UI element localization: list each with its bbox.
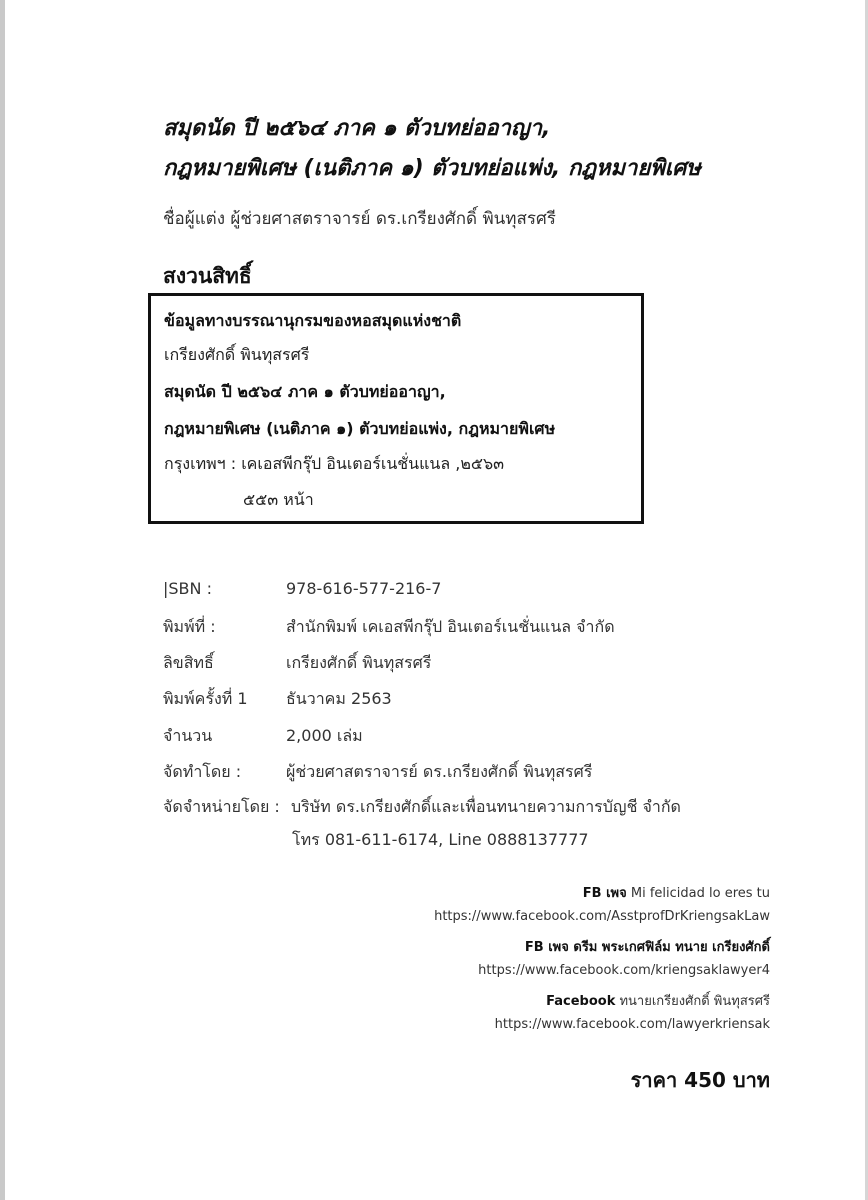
fb-page-2-url-text[interactable]: https://www.facebook.com/kriengsaklawyer4 xyxy=(478,963,770,978)
cataloging-box xyxy=(148,293,644,524)
author-line: ชื่อผู้แต่ง ผู้ช่วยศาสตราจารย์ ดร.เกรียงศักดิ์ พินทุสรศรี xyxy=(163,209,556,229)
cip-title-line-2: กฎหมายพิเศษ (เนติภาค ๑) ตัวบทย่อแพ่ง, กฎหมายพิเศษ xyxy=(164,419,556,438)
edition-label: พิมพ์ครั้งที่ 1 xyxy=(163,689,248,708)
fb-page-2-url[interactable] xyxy=(478,963,770,978)
fb-page-3-url[interactable] xyxy=(495,1017,770,1032)
fb-page-2-name: FB เพจ ดรีม พระเกศฟิล์ม ทนาย เกรียงศักดิ์ xyxy=(524,940,770,955)
fb-page-2-label xyxy=(525,936,770,957)
page-edge-left xyxy=(0,0,5,1200)
distributor-label: จัดจำหน่ายโดย : xyxy=(163,797,280,816)
cip-heading: ข้อมูลทางบรรณานุกรมของหอสมุดแห่งชาติ xyxy=(164,311,462,330)
price: ราคา 450 บาท xyxy=(630,1068,770,1092)
fb-page-1-label xyxy=(583,882,770,903)
cip-pages: ๕๕๓ หน้า xyxy=(243,490,314,509)
fb-page-1-prefix: FB เพจ xyxy=(582,886,627,901)
printer-value: สำนักพิมพ์ เคเอสพีกรุ๊ป อินเตอร์เนชั่นแนล จำกัด xyxy=(286,617,615,636)
fb-page-1-url-text[interactable]: https://www.facebook.com/AsstprofDrKriengsakLaw xyxy=(434,909,770,924)
fb-page-1-url[interactable] xyxy=(434,909,770,924)
quantity-label: จำนวน xyxy=(163,726,213,745)
fb-page-3-url-text[interactable]: https://www.facebook.com/lawyerkriensak xyxy=(494,1017,770,1032)
producer-value: ผู้ช่วยศาสตราจารย์ ดร.เกรียงศักดิ์ พินทุสรศรี xyxy=(286,762,593,781)
printer-label: พิมพ์ที่ : xyxy=(163,617,216,636)
fb-page-3-label xyxy=(546,990,770,1011)
cip-title-line-1: สมุดนัด ปี ๒๕๖๔ ภาค ๑ ตัวบทย่ออาญา, xyxy=(164,382,446,401)
fb-page-1-name: Mi felicidad lo eres tu xyxy=(626,886,770,901)
copyright-heading: สงวนสิทธิ์ xyxy=(163,264,252,288)
edition-value: ธันวาคม 2563 xyxy=(286,689,392,708)
producer-label: จัดทำโดย : xyxy=(163,762,242,781)
book-title-line-1: สมุดนัด ปี ๒๕๖๔ ภาค ๑ ตัวบทย่ออาญา, xyxy=(163,116,551,141)
distributor-value: บริษัท ดร.เกรียงศักดิ์และเพื่อนทนายความการบัญชี จำกัด xyxy=(291,797,681,816)
fb-page-3-name: ทนายเกรียงศักดิ์ พินทุสรศรี xyxy=(615,994,770,1009)
fb-page-3-prefix: Facebook xyxy=(546,994,616,1009)
copyright-label: ลิขสิทธิ์ xyxy=(163,653,214,672)
cip-publication: กรุงเทพฯ : เคเอสพีกรุ๊ป อินเตอร์เนชั่นแนล ,๒๕๖๓ xyxy=(164,454,505,473)
book-title-line-2: กฎหมายพิเศษ (เนติภาค ๑) ตัวบทย่อแพ่ง, กฎหมายพิเศษ xyxy=(163,156,701,181)
isbn-label: |SBN : xyxy=(163,579,212,598)
contact-line: โทร 081-611-6174, Line 0888137777 xyxy=(292,830,589,849)
cip-author: เกรียงศักดิ์ พินทุสรศรี xyxy=(164,345,310,364)
copyright-value: เกรียงศักดิ์ พินทุสรศรี xyxy=(286,653,432,672)
isbn-value: 978-616-577-216-7 xyxy=(286,579,442,598)
quantity-value: 2,000 เล่ม xyxy=(286,726,363,745)
